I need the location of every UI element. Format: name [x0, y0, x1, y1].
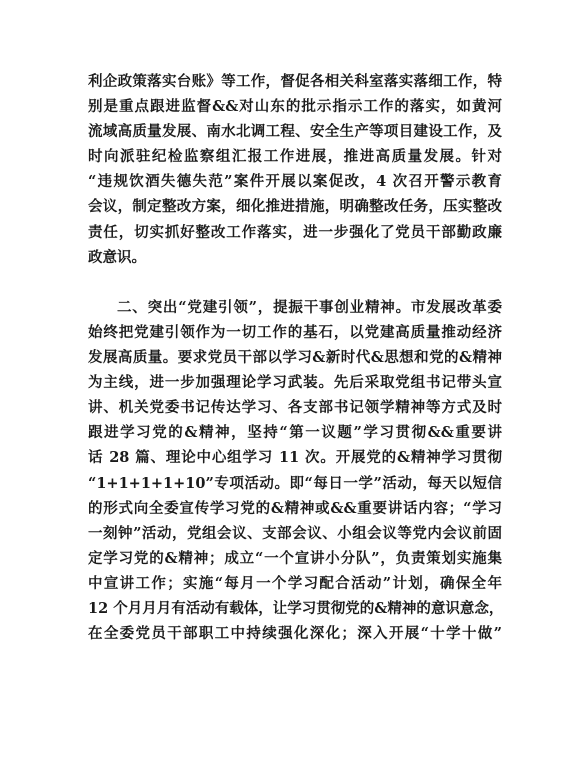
text-line: “违规饮酒失德失范”案件开展以案促改，4 次召开警示教育: [88, 173, 502, 191]
text-line: 会议，制定整改方案，细化推进措施，明确整改任务，压实整改: [88, 198, 502, 216]
text-line: 跟进学习党的&精神，坚持“第一议题”学习贯彻&&重要讲: [88, 424, 502, 442]
text-line: 利企政策落实台账》等工作，督促各相关科室落实落细工作，特: [88, 73, 502, 90]
text-line: “1+1+1+1+10”专项活动。即“每日一学”活动，每天以短信: [88, 474, 502, 492]
document-body: [88, 69, 502, 646]
text-line: 始终把党建引领作为一切工作的基石，以党建高质量推动经济: [88, 323, 502, 341]
text-line: 在全委党员干部职工中持续强化深化；深入开展“十学十做”: [88, 625, 502, 643]
text-line: 中宣讲工作；实施“每月一个学习配合活动”计划，确保全年: [88, 574, 502, 592]
text-line: 别是重点跟进监督&&对山东的批示指示工作的落实，如黄河: [88, 98, 502, 116]
text-line: 12 个月月月有活动有载体，让学习贯彻党的&精神的意识意念，: [88, 599, 504, 617]
text-line: 流域高质量发展、南水北调工程、安全生产等项目建设工作，及: [88, 123, 502, 141]
text-line: 为主线，进一步加强理论学习武装。先后采取党组书记带头宣: [88, 374, 502, 392]
text-line: 责任，切实抓好整改工作落实，进一步强化了党员干部勤政廉: [88, 223, 502, 241]
text-line: 发展高质量。要求党员干部以学习&新时代&思想和党的&精神: [88, 349, 502, 367]
text-line: 话 28 篇、理论中心组学习 11 次。开展党的&精神学习贯彻: [88, 449, 502, 467]
paragraph-2: [88, 295, 502, 646]
section-heading-line: 二、突出“党建引领”，提振干事创业精神。市发展改革委: [117, 298, 502, 316]
text-line: 一刻钟”活动，党组会议、支部会议、小组会议等党内会议前固: [88, 524, 502, 542]
paragraph-spacer: [88, 270, 502, 295]
text-line: 定学习党的&精神；成立“一个宣讲小分队”，负责策划实施集: [88, 549, 502, 567]
text-line: 时向派驻纪检监察组汇报工作进展，推进高质量发展。针对: [88, 148, 502, 166]
text-line: 政意识。: [88, 248, 146, 266]
paragraph-1: [88, 69, 502, 270]
text-line: 的形式向全委宣传学习党的&精神或&&重要讲话内容；“学习: [88, 499, 502, 517]
text-line: 讲、机关党委书记传达学习、各支部书记领学精神等方式及时: [88, 399, 502, 417]
